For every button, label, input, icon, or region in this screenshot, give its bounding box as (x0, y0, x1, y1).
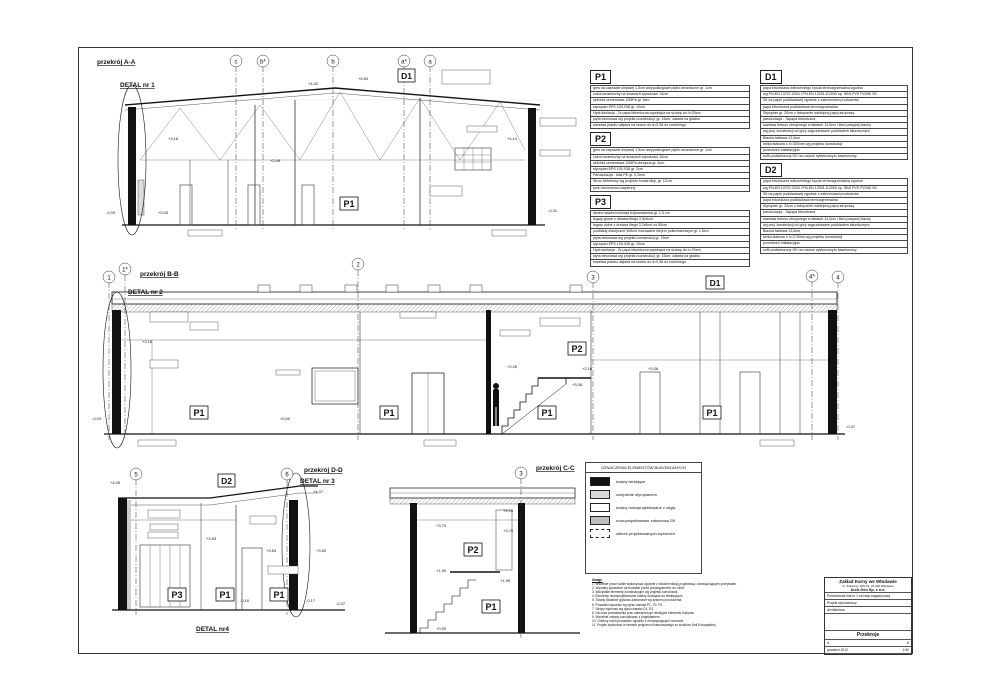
level-mark: +4,07 (313, 489, 324, 494)
layer-row: deska nawierzchniowa trójwarstwowa gr. 1,5 cm (591, 210, 750, 216)
axis-label: 4* (809, 274, 815, 281)
layer-table-d1 (760, 85, 908, 160)
axis-label: 2 (356, 262, 360, 269)
layer-spec-column-ceilings (760, 67, 908, 254)
layer-tag-d1: D1 (760, 70, 782, 84)
layer-row: warstwa betonu zbrojonego w fałdach 13,5cm i 8cm powyżej blachy (761, 216, 908, 222)
level-mark: +4,42 (308, 81, 319, 86)
layer-table-p1 (590, 85, 750, 129)
axis-label: 6 (285, 472, 289, 479)
project-row: Przebudowa hali nr 1 na halę magazynową (825, 593, 911, 600)
legend-title: OZNACZENIA ELEMENTÓW BUDOWLANYCH (586, 463, 701, 473)
note-line: 9. Wszelkie zmiany konsultować z projektantem. (592, 614, 661, 619)
layer-row: warstwa piasku ubijana na mokro do d=0,98 do rodzimego (591, 123, 750, 129)
layer-row: styropian EPS 100-038 gr. 2cm (591, 167, 750, 173)
note-line: 7. Stropy wykonać wg opisu warstw D1, D2. (592, 606, 655, 611)
level-mark: -0,03 (106, 210, 116, 215)
stair-bb (502, 378, 566, 434)
layer-row: papa bitumiczna wierzchniego krycia termozgrzewalna zgodna (761, 179, 908, 185)
layer-row: Hydroizolacja - 2x papa bitumiczna wywinięta na ścianę do h=20cm (591, 248, 750, 254)
level-mark: -0,17 (306, 598, 316, 603)
room-tag: P3 (171, 590, 183, 600)
layer-row: wg PN-EN 13707:2004 i PN-EN 12001-5:2000 np. SBS PYE PV250 S5 (761, 92, 908, 98)
title-block (824, 577, 912, 655)
general-notes (592, 578, 817, 627)
layer-row: belka stalowa o h=270mm wg projektu konstrukcji (761, 235, 908, 241)
axis-label: 3 (591, 275, 595, 282)
legend-swatch (590, 490, 610, 499)
person-scale-figure (493, 383, 499, 426)
level-mark: -0,37 (336, 601, 346, 606)
level-mark: +4,05 (110, 480, 121, 485)
detail-label: DETAL nr 2 (128, 289, 163, 296)
note-line: 5. Ściany działowe gipsowo-kartonowe wg systemu producenta. (592, 598, 683, 603)
layer-row: Styropian gr. 20cm z fabrycznie naklejoną papą stropową (761, 204, 908, 210)
layer-row: paroizolacja - Tapapa bitumiczna (761, 117, 908, 123)
legend-swatch (590, 503, 610, 512)
room-tag: P2 (467, 545, 479, 555)
layer-row: S5 na papie podkładowej zgodnie z zaleceniami producenta (761, 98, 908, 104)
ceiling-tag: D1 (709, 278, 721, 288)
layer-row: belka stalowa o h=300mm wg projektu konstrukcji (761, 141, 908, 147)
layer-row: papa bitumiczna podkładowa termozgrzewalna (761, 104, 908, 110)
client-name: Zakład Karny we Włodawie (839, 579, 897, 584)
level-mark: +2,16 (582, 366, 593, 371)
level-mark: +3,83 (316, 548, 327, 553)
layer-tag-d2: D2 (760, 163, 782, 177)
detail-label: DETAL nr4 (196, 626, 229, 633)
legend-swatch (590, 529, 610, 538)
axis-label: b (331, 59, 335, 66)
client-address: ul. Żołnierzy WiN 10, 22-200 Włodawa (842, 584, 894, 588)
room-tag: P1 (706, 408, 718, 418)
layer-table-p3 (590, 210, 750, 267)
level-mark: +0,00 (436, 626, 447, 631)
room-tag: P1 (193, 408, 205, 418)
layer-row: paroizolacja - Tapapa bitumiczna (761, 210, 908, 216)
layer-row: warstwa piasku ubijana na mokro do d=0,98 do rodzimego (591, 260, 750, 266)
section-title: przekrój B-B (140, 271, 179, 278)
wall-right-aa (528, 108, 536, 225)
legend-item (590, 477, 697, 486)
notes-heading: Uwagi: (592, 578, 603, 582)
layer-tag-p2: P2 (590, 132, 611, 146)
layer-row: sufit podwieszony GK na ruszcie systemowym kasetonowy (761, 247, 908, 253)
layer-row: styropian EPS 100-038 gr. 10cm (591, 104, 750, 110)
layer-row: cokół ceramiczny na ścianach wysokości 10cm (591, 154, 750, 160)
layer-row: Blacha fałdowa 13,5cm (761, 135, 908, 141)
layer-row: gres na zaprawie klejowej 1,5cm antypoślizgowe płytki ceramiczne gr. 1cm (591, 148, 750, 154)
layer-row: płyta betonowa wg projektu konstrukcji gr. 15cm (591, 235, 750, 241)
layer-row: płyta betonowa wg projektu konstrukcji, gr. 15cm, zatarta na gładko (591, 117, 750, 123)
note-line: 1. Wszelkie prace ściśle wykonywać zgodnie z dokumentacją projektową i obowiązującymi przepisami. (592, 582, 737, 587)
level-mark: +2,49 (270, 158, 281, 163)
wall-right-bb (828, 310, 837, 434)
layer-row: tynk cementowo-wapienny (591, 185, 750, 191)
layer-row: Blacha fałdowa 13,5cm (761, 229, 908, 235)
sheet-format: A (827, 641, 830, 645)
section-dd (110, 468, 346, 617)
level-mark: +3,53 (206, 536, 217, 541)
ceiling-tag: D2 (221, 476, 232, 486)
level-mark: +1,90 (436, 568, 447, 573)
axis-label: a (428, 59, 432, 66)
section-title: przekrój C-C (536, 465, 575, 472)
room-tag: P1 (383, 408, 395, 418)
level-mark: -0,31 (548, 208, 558, 213)
layer-row: wg proj. konstrukcji od góry zagruntowane podkładem bitumicznym (761, 222, 908, 228)
ceiling-tag: D1 (401, 71, 412, 81)
layer-row: podkłady elastyczne 5x5cm mocowane klejem poliuretanowym gr. 1,6cm (591, 229, 750, 235)
axis-label: 5 (134, 472, 138, 479)
room-tag: P1 (219, 590, 231, 600)
detail-label: DETAL nr 1 (120, 82, 155, 89)
layer-row: cokół ceramiczny na ścianach wysokości 10cm (591, 92, 750, 98)
layer-row: legary dolne z drewna litego 3,2x6cm co 50cm (591, 223, 750, 229)
axis-label: 3 (519, 471, 523, 478)
layer-row: warstwa betonu zbrojonego w fałdach 13,5cm i 8cm powyżej blachy (761, 123, 908, 129)
layer-row: Paroizolacja - folia PE gr. 0,2mm (591, 173, 750, 179)
legend-swatch (590, 516, 610, 525)
layer-row: Styropian gr. 20cm z fabrycznie naklejoną papą stropową (761, 110, 908, 116)
level-mark: -0,47 (846, 424, 856, 429)
level-mark: +1,96 (500, 578, 511, 583)
layer-spec-column-floors (590, 67, 750, 267)
note-line: 8. Na czas prowadzenia prac zabezpieczyć istniejące elementy budynku. (592, 610, 695, 615)
level-mark: +0,00 (158, 210, 169, 215)
room-tag: P1 (485, 602, 497, 612)
legend (585, 462, 702, 574)
room-tag: P2 (571, 344, 583, 354)
legend-item (590, 490, 697, 499)
axis-label: 1* (122, 267, 128, 274)
section-bb (92, 258, 856, 448)
legend-label: zakres projektowanych wyburzeń (616, 531, 675, 536)
layer-row: S5 na papie podkładowej zgodnie z zaleceniami producenta (761, 191, 908, 197)
layer-row: sufit podwieszony GK na ruszcie systemowym kasetonowy (761, 154, 908, 160)
layer-row: Hydroizolacja - 2x papa bitumiczna wywinięta na ścianę do h=20cm (591, 110, 750, 116)
design-firm: Arch-Gen Sp. z o.o. (825, 588, 911, 593)
level-mark: +0,00 (280, 416, 291, 421)
drawing-number: 6 (907, 641, 909, 645)
level-mark: +2,26 (507, 364, 518, 369)
layer-table-p2 (590, 147, 750, 191)
layer-row: przestrzeń instalacyjna (761, 148, 908, 154)
room-tag: P1 (343, 199, 355, 209)
roof-aa (125, 88, 540, 105)
layer-tag-p1: P1 (590, 70, 611, 84)
layer-row: przestrzeń instalacyjna (761, 241, 908, 247)
axis-label: b* (260, 59, 266, 66)
section-cc (385, 467, 580, 640)
layer-row: płyta betonowa wg projektu konstrukcji, gr. 15cm, zatarta na gładko (591, 254, 750, 260)
legend-label: ściany istniejące (616, 479, 646, 484)
legend-label: ściany nowoprojektowane z cegły (616, 505, 676, 510)
note-line: 2. Wymiary sprawdzić na budowie przed przystąpieniem do robót. (592, 586, 685, 591)
layer-row: szlichta cementowa 12MPa zbrojona gr. 4cm (591, 160, 750, 166)
layer-row: legary górne z drewna litego 2,5x5cm (591, 217, 750, 223)
level-mark: -0,16 (240, 598, 250, 603)
level-mark: +3,16 (168, 136, 179, 141)
level-mark: +4,04 (503, 508, 514, 513)
note-line: 4. Elementy nowoprojektowane należy dowiązać do istniejących. (592, 594, 684, 599)
level-mark: +5,60 (358, 76, 369, 81)
project-row: Projekt wykonawczy (825, 600, 911, 607)
layer-tag-p3: P3 (590, 195, 611, 209)
legend-item (590, 529, 697, 538)
layer-row: wg proj. konstrukcji od góry zagruntowane podkładem bitumicznym (761, 129, 908, 135)
axis-label: 1 (107, 275, 111, 282)
level-mark: +3,53 (266, 548, 277, 553)
section-title: przekrój A-A (97, 59, 136, 66)
note-line: 3. Wszystkie elementy konstrukcyjne wg projektu konstrukcji. (592, 590, 679, 595)
layer-row: Strop żelbetowy wg projektu konstrukcji, gr. 12cm (591, 179, 750, 185)
layer-row: papa bitumiczna wierzchniego krycia termozgrzewalna zgodna (761, 86, 908, 92)
note-line: 6. Posadzki wykonać wg opisu warstw P1, P2, P3. (592, 602, 664, 607)
axis-label: a* (401, 59, 407, 66)
wall-left-bb (112, 310, 121, 434)
level-mark: +4,14 (507, 136, 518, 141)
legend-label: nowoprojektowane zabudowa GK (616, 518, 676, 523)
axis-label: c (234, 59, 238, 66)
note-line: 10. Odbiory robót prowadzić zgodnie z obowiązującymi normami. (592, 618, 684, 623)
section-title: przekrój D-D (304, 467, 343, 474)
layer-row: gres na zaprawie klejowej 1,5cm antypoślizgowe płytki ceramiczne gr. 1cm (591, 86, 750, 92)
note-line: 11. Projekt wykonano w ramach programu finansowanego ze środków Unii Europejskiej. (592, 623, 717, 628)
room-tag: P1 (273, 590, 285, 600)
layer-table-d2 (760, 178, 908, 253)
project-row: Architektura (825, 607, 911, 614)
drawing-title: Przekroje (825, 631, 911, 640)
wall-left-aa (128, 107, 136, 225)
drawing-scale: 1:50 (902, 648, 909, 652)
detail-label: DETAL nr 3 (300, 478, 335, 485)
room-tag: P1 (541, 408, 553, 418)
level-mark: +3,06 (648, 366, 659, 371)
legend-label: ocieplenie styropianem (616, 492, 657, 497)
layer-row: papa bitumiczna podkładowa termozgrzewalna (761, 198, 908, 204)
legend-item (590, 516, 697, 525)
layer-row: wg PN-EN 13707:2004 i PN-EN 12001-5:2000 np. SBS PYE PV250 S5 (761, 185, 908, 191)
level-mark: +3,06 (572, 382, 583, 387)
drawing-date: grudzień 2012 (827, 648, 848, 652)
section-aa (106, 55, 576, 236)
legend-item (590, 503, 697, 512)
layer-row: styropian EPS 100-038 gr. 10cm (591, 241, 750, 247)
level-mark: +3,70 (503, 528, 514, 533)
level-mark: +3,16 (142, 339, 153, 344)
legend-swatch (590, 477, 610, 486)
axis-label: 4 (836, 275, 840, 282)
level-mark: +3,70 (436, 523, 447, 528)
level-mark: -0,03 (92, 416, 102, 421)
layer-row: szlichta cementowa 12MPa gr. 6cm (591, 98, 750, 104)
